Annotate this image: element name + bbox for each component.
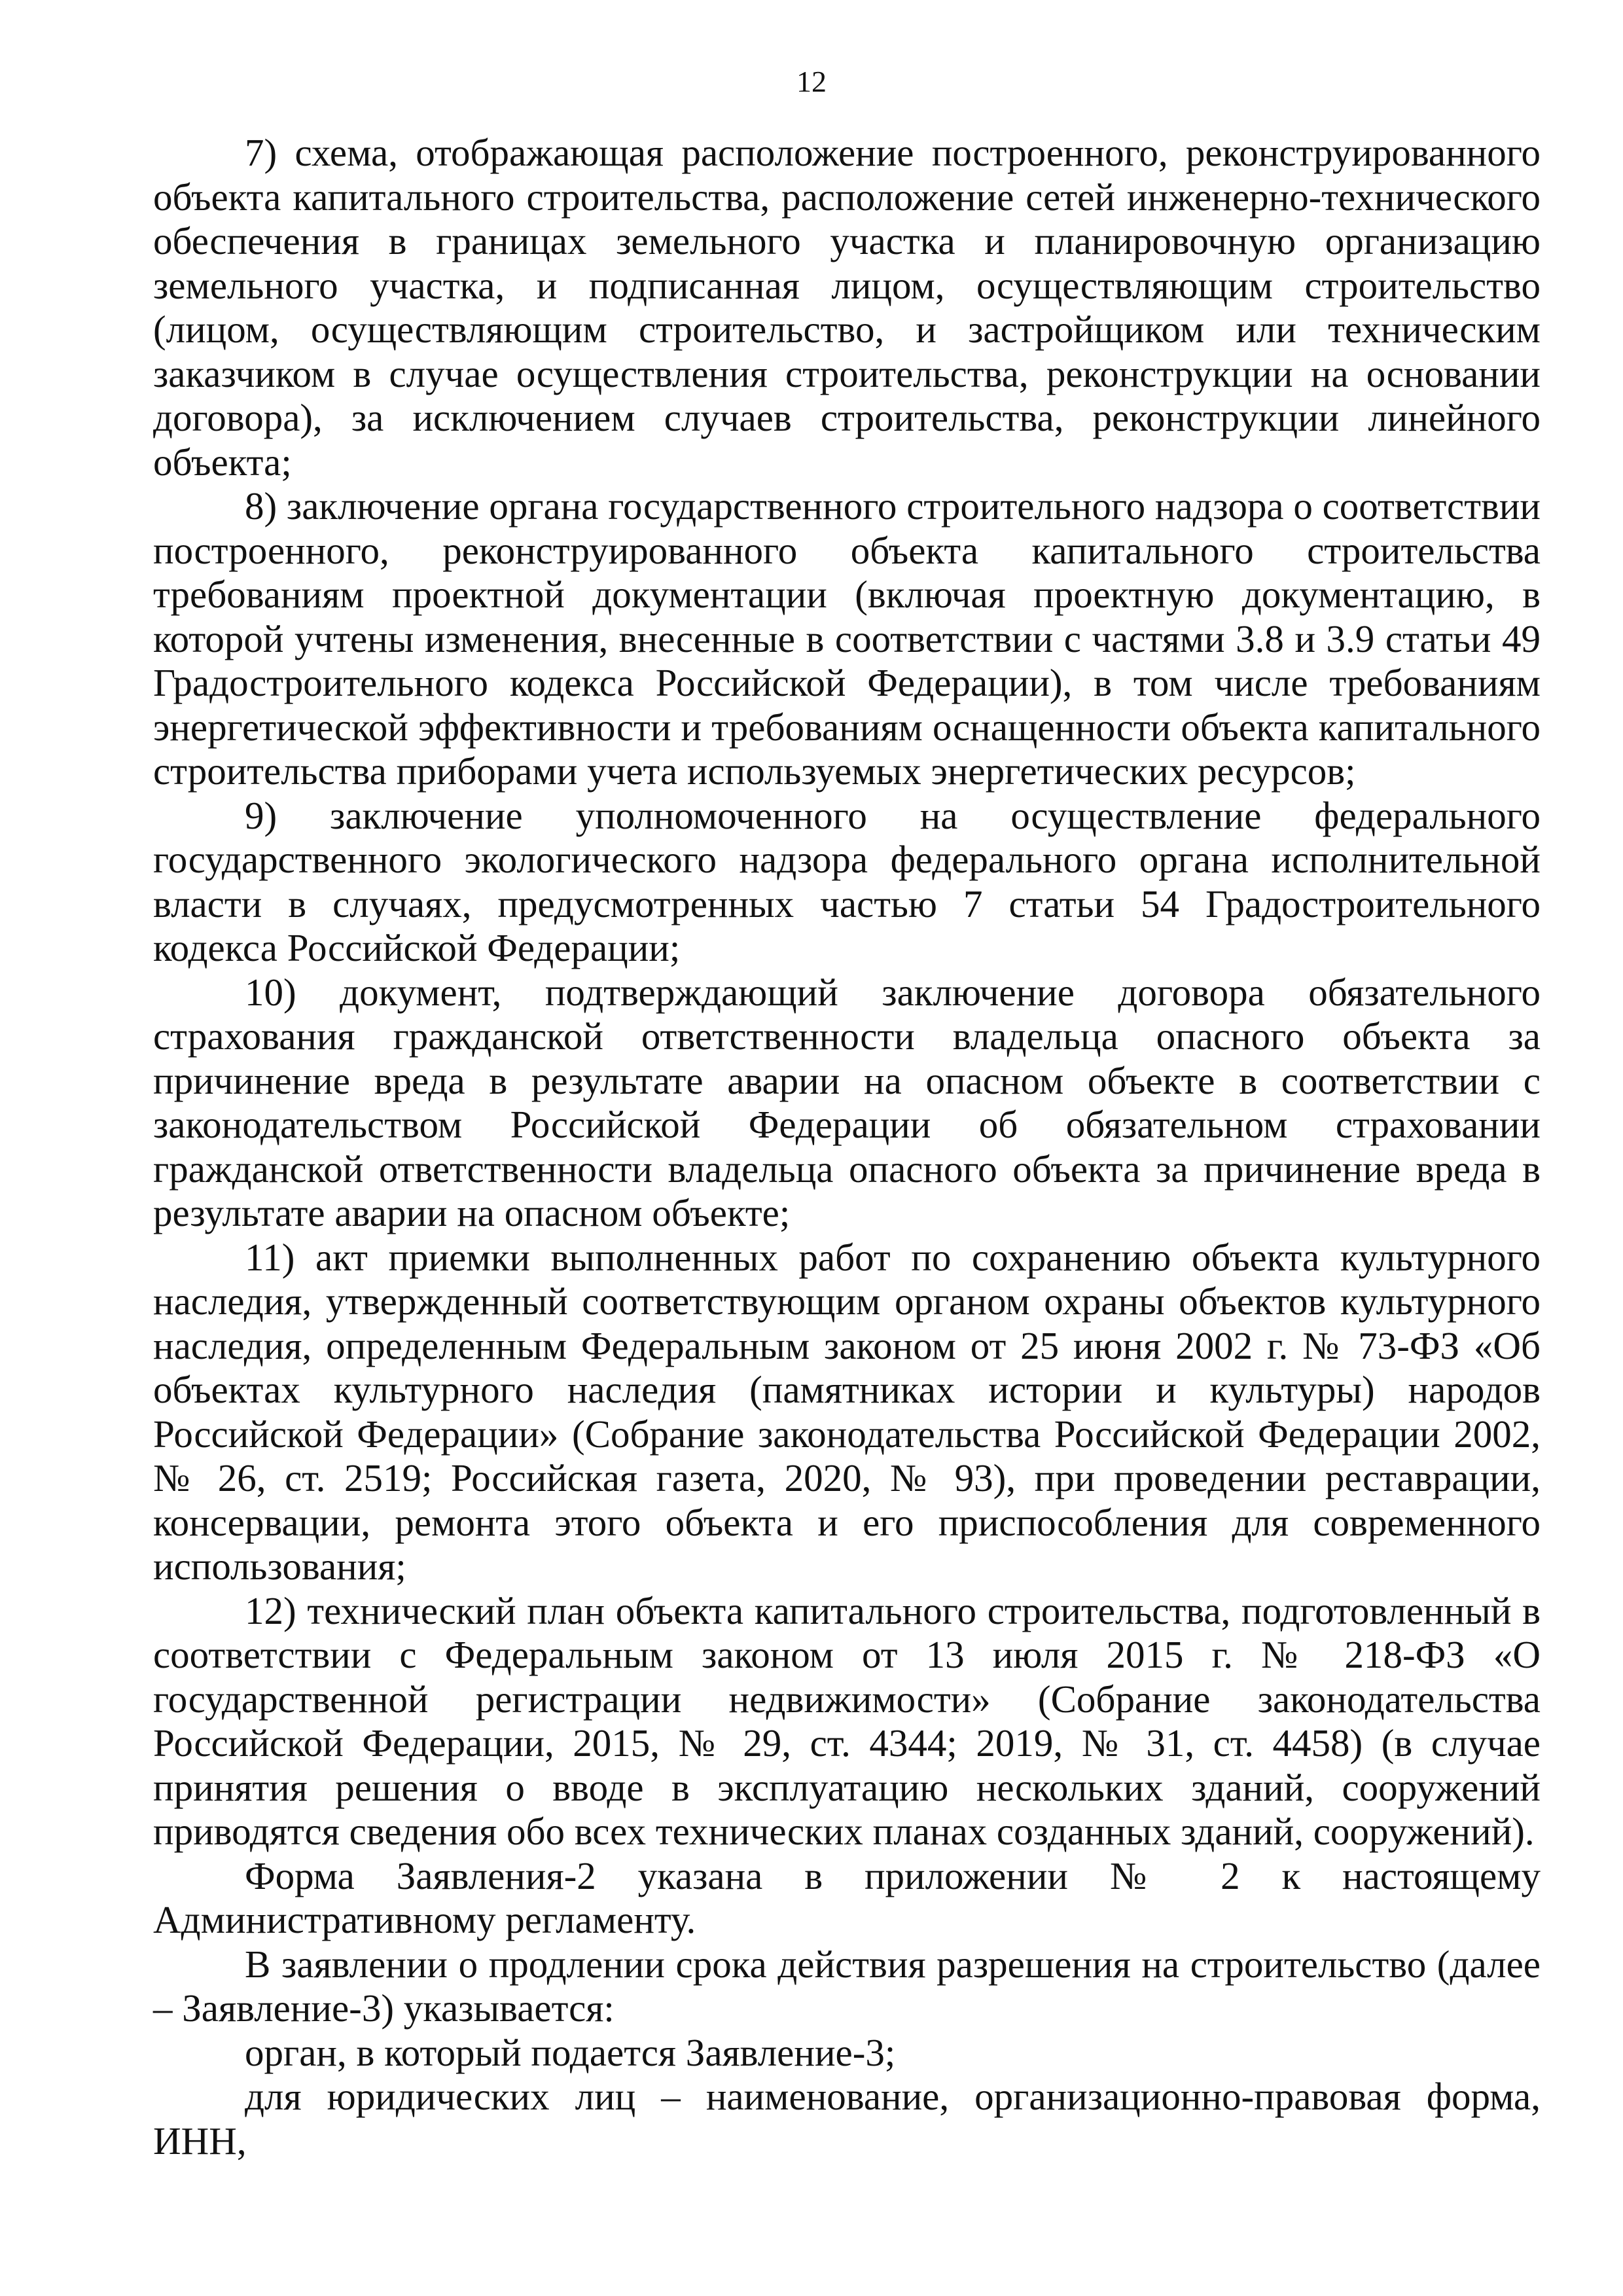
paragraph-legal-entities: для юридических лиц – наименование, организационно-правовая форма, ИНН, (153, 2075, 1541, 2162)
paragraph-item-10: 10) документ, подтверждающий заключение договора обязательного страхования гражданской ответственности владельца опасного объекта за причинение вреда в результате аварии на опасном объекте в соответствии с законодательством Российской Федерации об обязательном страховании гражданской ответственности владельца опасного объекта за причинение вреда в результате аварии на опасном объекте; (153, 970, 1541, 1234)
paragraph-item-9: 9) заключение уполномоченного на осуществление федерального государственного экологического надзора федерального органа исполнительной власти в случаях, предусмотренных частью 7 статьи 54 Градостроительного кодекса Российской Федерации; (153, 793, 1541, 969)
paragraph-statement-3-intro: В заявлении о продлении срока действия разрешения на строительство (далее – Заявление-3) указывается: (153, 1942, 1541, 2030)
paragraph-item-11: 11) акт приемки выполненных работ по сохранению объекта культурного наследия, утвержденный соответствующим органом охраны объектов культурного наследия, определенным Федеральным законом от 25 июня 2002 г. № 73-ФЗ «Об объектах культурного наследия (памятниках истории и культуры) народов Российской Федерации» (Собрание законодательства Российской Федерации 2002, № 26, ст. 2519; Российская газета, 2020, № 93), при проведении реставрации, консервации, ремонта этого объекта и его приспособления для современного использования; (153, 1235, 1541, 1588)
paragraph-item-12: 12) технический план объекта капитального строительства, подготовленный в соответствии с Федеральным законом от 13 июля 2015 г. № 218-ФЗ «О государственной регистрации недвижимости» (Собрание законодательства Российской Федерации, 2015, № 29, ст. 4344; 2019, № 31, ст. 4458) (в случае принятия решения о вводе в эксплуатацию нескольких зданий, сооружений приводятся сведения обо всех технических планах созданных зданий, сооружений). (153, 1588, 1541, 1853)
paragraph-authority: орган, в который подается Заявление-3; (245, 2030, 896, 2074)
page-number: 12 (796, 65, 827, 98)
paragraph-item-7: 7) схема, отображающая расположение построенного, реконструированного объекта капитального строительства, расположение сетей инженерно-технического обеспечения в границах земельного участка и планировочную организацию земельного участка, и подписанная лицом, осуществляющим строительство (лицом, осуществляющим строительство, и застройщиком или техническим заказчиком в случае осуществления строительства, реконструкции на основании договора), за исключением случаев строительства, реконструкции линейного объекта; (153, 131, 1541, 484)
document-body (153, 131, 1541, 2163)
paragraph-item-8: 8) заключение органа государственного строительного надзора о соответствии построенного, реконструированного объекта капитального строительства требованиям проектной документации (включая проектную документацию, в которой учтены изменения, внесенные в соответствии с частями 3.8 и 3.9 статьи 49 Градостроительного кодекса Российской Федерации), в том числе требованиям энергетической эффективности и требованиям оснащенности объекта капитального строительства приборами учета используемых энергетических ресурсов; (153, 484, 1541, 793)
paragraph-form-statement-2: Форма Заявления-2 указана в приложении № 2 к настоящему Административному регламенту. (153, 1854, 1541, 1941)
